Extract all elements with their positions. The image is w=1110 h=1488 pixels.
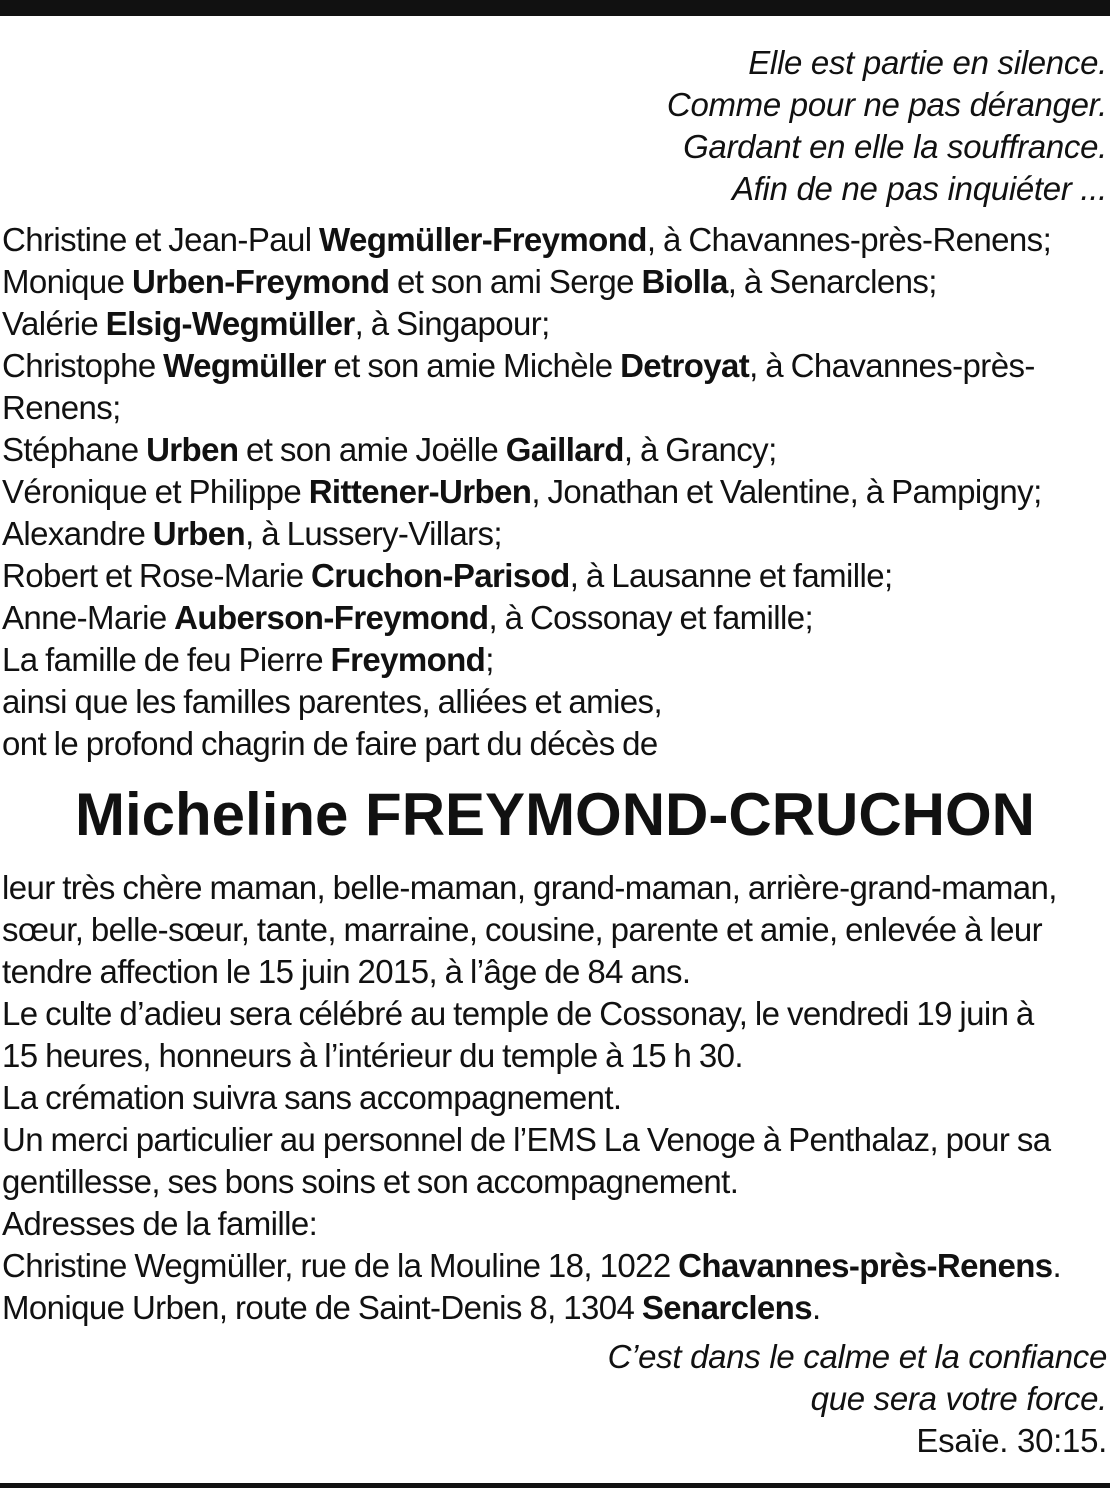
opening-poem — [667, 42, 1107, 210]
poem-line: Afin de ne pas inquiéter ... — [731, 170, 1107, 207]
top-rule — [0, 0, 1110, 16]
family-line — [2, 723, 1110, 765]
text: . — [1052, 1247, 1062, 1284]
family-line — [2, 681, 1110, 723]
family-line — [2, 639, 1110, 681]
text: Monique — [2, 263, 132, 300]
text: et son ami Serge — [389, 263, 642, 300]
body-line: Le culte d’adieu sera célébré au temple de Cossonay, le vendredi 19 juin à — [2, 995, 1034, 1032]
family-name: Urben-Freymond — [131, 263, 390, 300]
text: Christophe — [2, 347, 164, 384]
bottom-rule — [0, 1483, 1110, 1488]
closing-verse — [608, 1336, 1107, 1462]
text: , Jonathan et Valentine, à Pampigny; — [531, 473, 1042, 510]
text: , à Senarclens; — [727, 263, 937, 300]
text: , à Lussery-Villars; — [245, 515, 502, 552]
text: , à Grancy; — [623, 431, 777, 468]
text: Valérie — [2, 305, 106, 342]
family-line — [2, 597, 1110, 639]
body-line: Adresses de la famille: — [2, 1205, 318, 1242]
family-line — [2, 387, 1110, 429]
text: et son amie Joëlle — [238, 431, 506, 468]
poem-line: Gardant en elle la souffrance. — [683, 128, 1107, 165]
poem-line: C’est dans le calme et la confiance — [607, 1338, 1107, 1375]
family-name: Auberson-Freymond — [174, 599, 489, 636]
body-line: gentillesse, ses bons soins et son accompagnement. — [2, 1163, 739, 1200]
text: , à Chavannes-près- — [749, 347, 1035, 384]
family-name: Wegmüller-Freymond — [319, 221, 647, 258]
body-line: leur très chère maman, belle-maman, grand-maman, arrière-grand-maman, — [2, 869, 1057, 906]
family-name: Urben — [152, 515, 246, 552]
family-name: Detroyat — [620, 347, 750, 384]
text: Christine et Jean-Paul — [2, 221, 320, 258]
text: , à Chavannes-près-Renens; — [646, 221, 1052, 258]
text: Véronique et Philippe — [2, 473, 309, 510]
locality: Senarclens — [641, 1289, 812, 1326]
text: Anne-Marie — [2, 599, 175, 636]
family-line — [2, 513, 1110, 555]
text: Renens; — [2, 389, 121, 426]
text: La famille de feu Pierre — [2, 641, 331, 678]
body-line: Un merci particulier au personnel de l’EMS La Venoge à Penthalaz, pour sa — [2, 1121, 1051, 1158]
address-line — [2, 1287, 1110, 1329]
text: et son amie Michèle — [325, 347, 621, 384]
body-line: sœur, belle-sœur, tante, marraine, cousine, parente et amie, enlevée à leur — [2, 911, 1043, 948]
deceased-name: Micheline FREYMOND-CRUCHON — [74, 781, 1036, 848]
poem-line: Comme pour ne pas déranger. — [666, 86, 1107, 123]
locality: Chavannes-près-Renens — [678, 1247, 1053, 1284]
announcement-body — [2, 867, 1110, 1329]
family-name: Elsig-Wegmüller — [105, 305, 355, 342]
family-name: Freymond — [330, 641, 486, 678]
address-line — [2, 1245, 1110, 1287]
text: , à Singapour; — [354, 305, 550, 342]
family-line — [2, 345, 1110, 387]
family-line — [2, 303, 1110, 345]
family-name: Biolla — [641, 263, 728, 300]
family-name: Wegmüller — [163, 347, 326, 384]
family-name: Gaillard — [505, 431, 624, 468]
family-line — [2, 429, 1110, 471]
poem-line: que sera votre force. — [810, 1380, 1107, 1417]
poem-line: Elle est partie en silence. — [748, 44, 1107, 81]
body-line: tendre affection le 15 juin 2015, à l’âge de 84 ans. — [2, 953, 691, 990]
text: Robert et Rose-Marie — [2, 557, 312, 594]
text: Stéphane — [2, 431, 147, 468]
text: ; — [485, 641, 494, 678]
text: ainsi que les familles parentes, alliées et amies, — [2, 683, 663, 720]
family-line — [2, 261, 1110, 303]
family-name: Rittener-Urben — [308, 473, 532, 510]
family-line — [2, 219, 1110, 261]
text: Monique Urben, route de Saint-Denis 8, 1304 — [2, 1289, 642, 1326]
family-list — [2, 219, 1110, 765]
text: , à Cossonay et famille; — [488, 599, 814, 636]
text: , à Lausanne et famille; — [569, 557, 893, 594]
text: Christine Wegmüller, rue de la Mouline 18, 1022 — [2, 1247, 679, 1284]
body-line: 15 heures, honneurs à l’intérieur du temple à 15 h 30. — [2, 1037, 743, 1074]
verse-reference: Esaïe. 30:15. — [916, 1422, 1107, 1459]
body-line: La crémation suivra sans accompagnement. — [2, 1079, 622, 1116]
family-line — [2, 555, 1110, 597]
family-name: Urben — [146, 431, 239, 468]
text: Alexandre — [2, 515, 153, 552]
family-name: Cruchon-Parisod — [311, 557, 570, 594]
family-line — [2, 471, 1110, 513]
text: ont le profond chagrin de faire part du décès de — [2, 725, 658, 762]
text: . — [811, 1289, 821, 1326]
